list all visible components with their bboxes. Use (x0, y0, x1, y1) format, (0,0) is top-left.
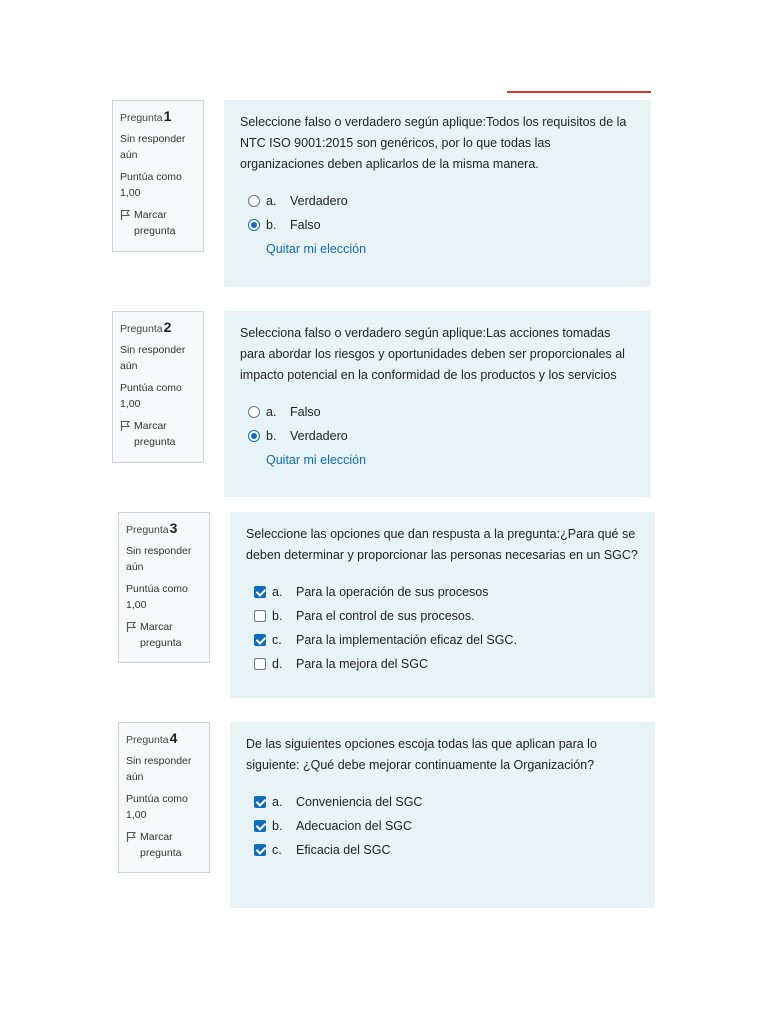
answer-list (240, 189, 635, 237)
question-grade: Puntúa como 1,00 (120, 171, 182, 199)
question-number: Pregunta3 (126, 520, 178, 536)
answer-option[interactable]: b. Adecuacion del SGC (246, 814, 639, 838)
answer-option[interactable]: c. Eficacia del SGC (246, 838, 639, 862)
question-state: Sin responder aún (126, 545, 192, 573)
question-text: Seleccione las opciones que dan respusta a la pregunta:¿Para qué se deben determinar y proporcionar las personas necesarias en un SGC? (246, 527, 638, 562)
flag-icon (126, 831, 137, 843)
question-number: Pregunta4 (126, 730, 178, 746)
radio-button[interactable] (248, 195, 260, 207)
flag-question-link[interactable]: Marcar pregunta (120, 207, 197, 239)
question-info (112, 311, 204, 463)
radio-button[interactable] (248, 406, 260, 418)
checkbox-checked[interactable] (254, 820, 266, 832)
question-content (230, 722, 655, 908)
answer-list (240, 400, 635, 448)
checkbox-checked[interactable] (254, 634, 266, 646)
flag-icon (126, 621, 137, 633)
answer-option[interactable]: c. Para la implementación eficaz del SGC. (246, 628, 639, 652)
checkbox[interactable] (254, 658, 266, 670)
answer-list (246, 580, 639, 676)
answer-option[interactable]: a. Falso (240, 400, 635, 424)
question-state: Sin responder aún (120, 344, 186, 372)
flag-question-link[interactable]: Marcar pregunta (126, 829, 203, 861)
answer-option[interactable]: a. Verdadero (240, 189, 635, 213)
question-state: Sin responder aún (126, 755, 192, 783)
question-text: Selecciona falso o verdadero según aplique:Las acciones tomadas para abordar los riesgos y oportunidades deben ser proporcionales al impacto potencial en la conformidad de los productos y los servicios (240, 326, 625, 382)
answer-option[interactable]: b. Falso (240, 213, 635, 237)
answer-option[interactable]: a. Conveniencia del SGC (246, 790, 639, 814)
answer-option[interactable]: b. Verdadero (240, 424, 635, 448)
flag-icon (120, 209, 131, 221)
question-content (224, 311, 651, 497)
checkbox[interactable] (254, 610, 266, 622)
question-grade: Puntúa como 1,00 (126, 793, 188, 821)
question-info (112, 100, 204, 252)
flag-icon (120, 420, 131, 432)
clear-choice-link[interactable]: Quitar mi elección (266, 453, 367, 467)
answer-option[interactable]: b. Para el control de sus procesos. (246, 604, 639, 628)
radio-button-selected[interactable] (248, 219, 260, 231)
question-info (118, 722, 210, 873)
flag-question-link[interactable]: Marcar pregunta (126, 619, 203, 651)
answer-list (246, 790, 639, 862)
question-number: Pregunta1 (120, 108, 172, 124)
question-text: De las siguientes opciones escoja todas las que aplican para lo siguiente: ¿Qué debe mejorar continuamente la Organización? (246, 737, 597, 772)
checkbox-checked[interactable] (254, 586, 266, 598)
clear-choice-link[interactable]: Quitar mi elección (266, 242, 367, 256)
question-text: Seleccione falso o verdadero según aplique:Todos los requisitos de la NTC ISO 9001:2015 son genéricos, por lo que todas las organizaciones deben aplicarlos de la misma manera. (240, 115, 627, 171)
question-content (224, 100, 651, 287)
answer-option[interactable]: a. Para la operación de sus procesos (246, 580, 639, 604)
radio-button-selected[interactable] (248, 430, 260, 442)
answer-option[interactable]: d. Para la mejora del SGC (246, 652, 639, 676)
question-info (118, 512, 210, 663)
question-grade: Puntúa como 1,00 (126, 583, 188, 611)
question-state: Sin responder aún (120, 133, 186, 161)
checkbox-checked[interactable] (254, 796, 266, 808)
question-grade: Puntúa como 1,00 (120, 382, 182, 410)
question-number: Pregunta2 (120, 319, 172, 335)
flag-question-link[interactable]: Marcar pregunta (120, 418, 197, 450)
question-content (230, 512, 655, 698)
checkbox-checked[interactable] (254, 844, 266, 856)
top-red-line (507, 91, 651, 93)
